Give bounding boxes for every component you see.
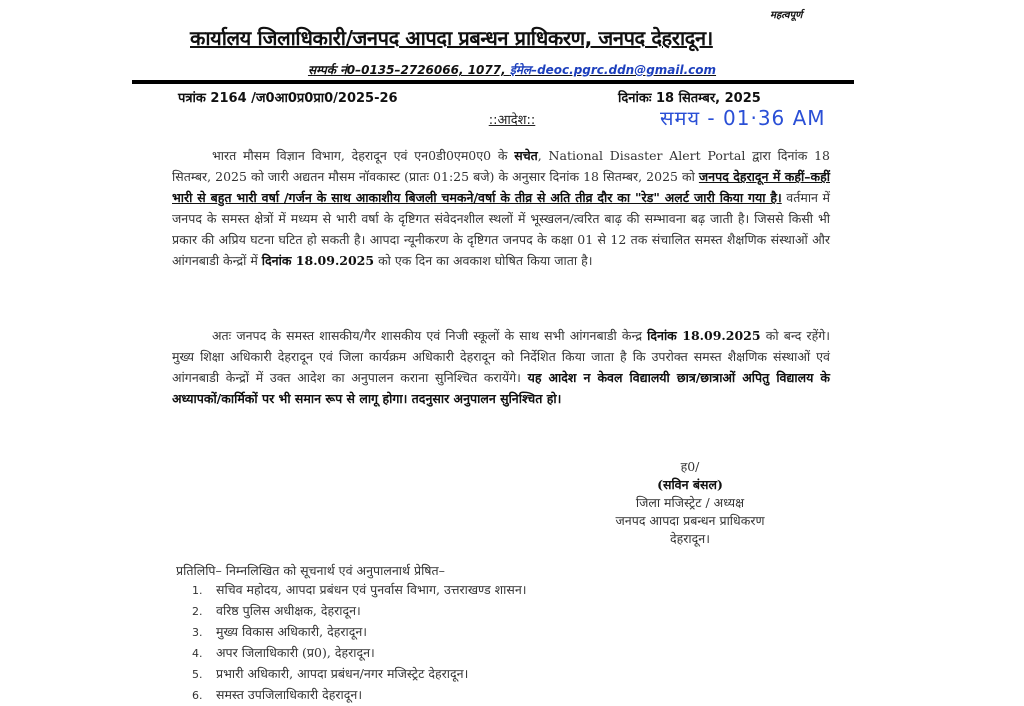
para1-text: भारत मौसम विज्ञान विभाग, देहरादून एवं एन0डी0एम0ए0 के <box>212 148 515 163</box>
item-text: सचिव महोदय, आपदा प्रबंधन एवं पुनर्वास विभाग, उत्तराखण्ड शासन। <box>216 582 527 597</box>
importance-mark: महत्वपूर्ण <box>770 10 803 21</box>
item-number: 1. <box>192 584 203 597</box>
item-number: 6. <box>192 689 203 702</box>
copy-to-list <box>192 580 527 706</box>
closure-date: दिनांक 18.09.2025 <box>647 328 761 343</box>
email-link[interactable]: deoc.pgrc.ddn@gmail.com <box>537 63 717 77</box>
para1-text: वर्तमान में जनपद के समस्त क्षेत्रों में मध्यम से भारी वर्षा के दृष्टिगत संवेदनशील स्थलों में भूस्खलन/त्वरित बाढ़ की सम्भावना बढ़ जाती है। जिससे किसी भी प्रकार की अप्रिय घटना घटित हो सकती है। आपदा न्यूनीकरण के दृष्टिगत जनपद के कक्षा 01 से 12 तक संचालित समस्त शैक्षणिक संस्थाओं और आंगनबाडी केन्द्रों में <box>172 190 830 268</box>
list-item <box>192 622 527 643</box>
handwritten-time: समय - 01·36 AM <box>660 106 826 130</box>
signature-block <box>580 458 800 548</box>
issue-date: दिनांकः 18 सितम्बर, 2025 <box>618 91 761 106</box>
signatory-place: देहरादून। <box>670 531 710 546</box>
order-paragraph-2 <box>172 325 830 409</box>
red-alert-statement: जनपद देहरादून में कहीं–कहीं भारी से बहुत भारी वर्षा /गर्जन के साथ आकाशीय बिजली चमकने/वर्षा के तीव्र से अति तीव्र दौर का "रेड" अलर्ट जारी किया गया है। <box>172 169 830 205</box>
item-number: 2. <box>192 605 203 618</box>
item-text: अपर जिलाधिकारी (प्र0), देहरादून। <box>216 645 375 660</box>
item-number: 3. <box>192 626 203 639</box>
list-item <box>192 643 527 664</box>
signed-mark: ह0/ <box>680 459 700 474</box>
list-item <box>192 601 527 622</box>
para1-text: , National Disaster Alert Portal द्वारा दिनांक 18 सितम्बर, 2025 को जारी अद्यतन मौसम नॉवकास्ट (प्रातः 01:25 बजे) के अनुसार दिनांक 18 सितम्बर, 2025 को <box>172 148 830 184</box>
alert-term: सचेत <box>514 148 538 163</box>
item-text: समस्त उपजिलाधिकारी देहरादून। <box>216 687 363 702</box>
signatory-name: (सविन बंसल) <box>657 477 723 492</box>
para2-text: अतः जनपद के समस्त शासकीय/गैर शासकीय एवं निजी स्कूलों के साथ सभी आंगनबाडी केन्द्र <box>212 328 648 343</box>
para1-text: को एक दिन का अवकाश घोषित किया जाता है। <box>374 253 593 268</box>
signatory-authority: जनपद आपदा प्रबन्धन प्राधिकरण <box>615 513 765 528</box>
office-title: कार्यालय जिलाधिकारी/जनपद आपदा प्रबन्धन प्राधिकरण, जनपद देहरादून। <box>190 26 713 50</box>
signatory-designation: जिला मजिस्ट्रेट / अध्यक्ष <box>635 495 745 510</box>
holiday-date: दिनांक 18.09.2025 <box>261 253 375 268</box>
header-divider <box>132 80 854 84</box>
list-item <box>192 664 527 685</box>
order-heading: ::आदेश:: <box>488 113 536 128</box>
contact-line <box>0 61 1024 78</box>
item-number: 5. <box>192 668 203 681</box>
reference-number: पत्रांक 2164 /ज0आ0प्र0प्रा0/2025-26 <box>178 91 398 106</box>
copy-to-heading: प्रतिलिपि– निम्नलिखित को सूचनार्थ एवं अनुपालनार्थ प्रेषित– <box>176 563 445 578</box>
applicability-statement: यह आदेश न केवल विद्यालयी छात्र/छात्राओं अपितु विद्यालय के अध्यापकों/कार्मिकों पर भी समान रूप से लागू होगा। तदनुसार अनुपालन सुनिश्चित हो। <box>172 370 830 406</box>
para2-text: को बन्द रहेंगे। मुख्य शिक्षा अधिकारी देहरादून एवं जिला कार्यक्रम अधिकारी देहरादून को निर्देशित किया जाता है कि उपरोक्त समस्त शैक्षणिक संस्थाओं एवं आंगनबाडी केन्द्रों में उक्त आदेश का अनुपालन कराना सुनिश्चित करायेंगे। <box>172 328 830 385</box>
list-item <box>192 580 527 601</box>
item-text: प्रभारी अधिकारी, आपदा प्रबंधन/नगर मजिस्ट्रेट देहरादून। <box>216 666 469 681</box>
order-paragraph-1 <box>172 145 830 271</box>
item-number: 4. <box>192 647 203 660</box>
email-label: ईमेल– <box>509 63 538 77</box>
item-text: वरिष्ठ पुलिस अधीक्षक, देहरादून। <box>216 603 361 618</box>
item-text: मुख्य विकास अधिकारी, देहरादून। <box>216 624 368 639</box>
contact-numbers: सम्पर्क नं0–0135–2726066, 1077, <box>307 63 510 77</box>
list-item <box>192 685 527 706</box>
